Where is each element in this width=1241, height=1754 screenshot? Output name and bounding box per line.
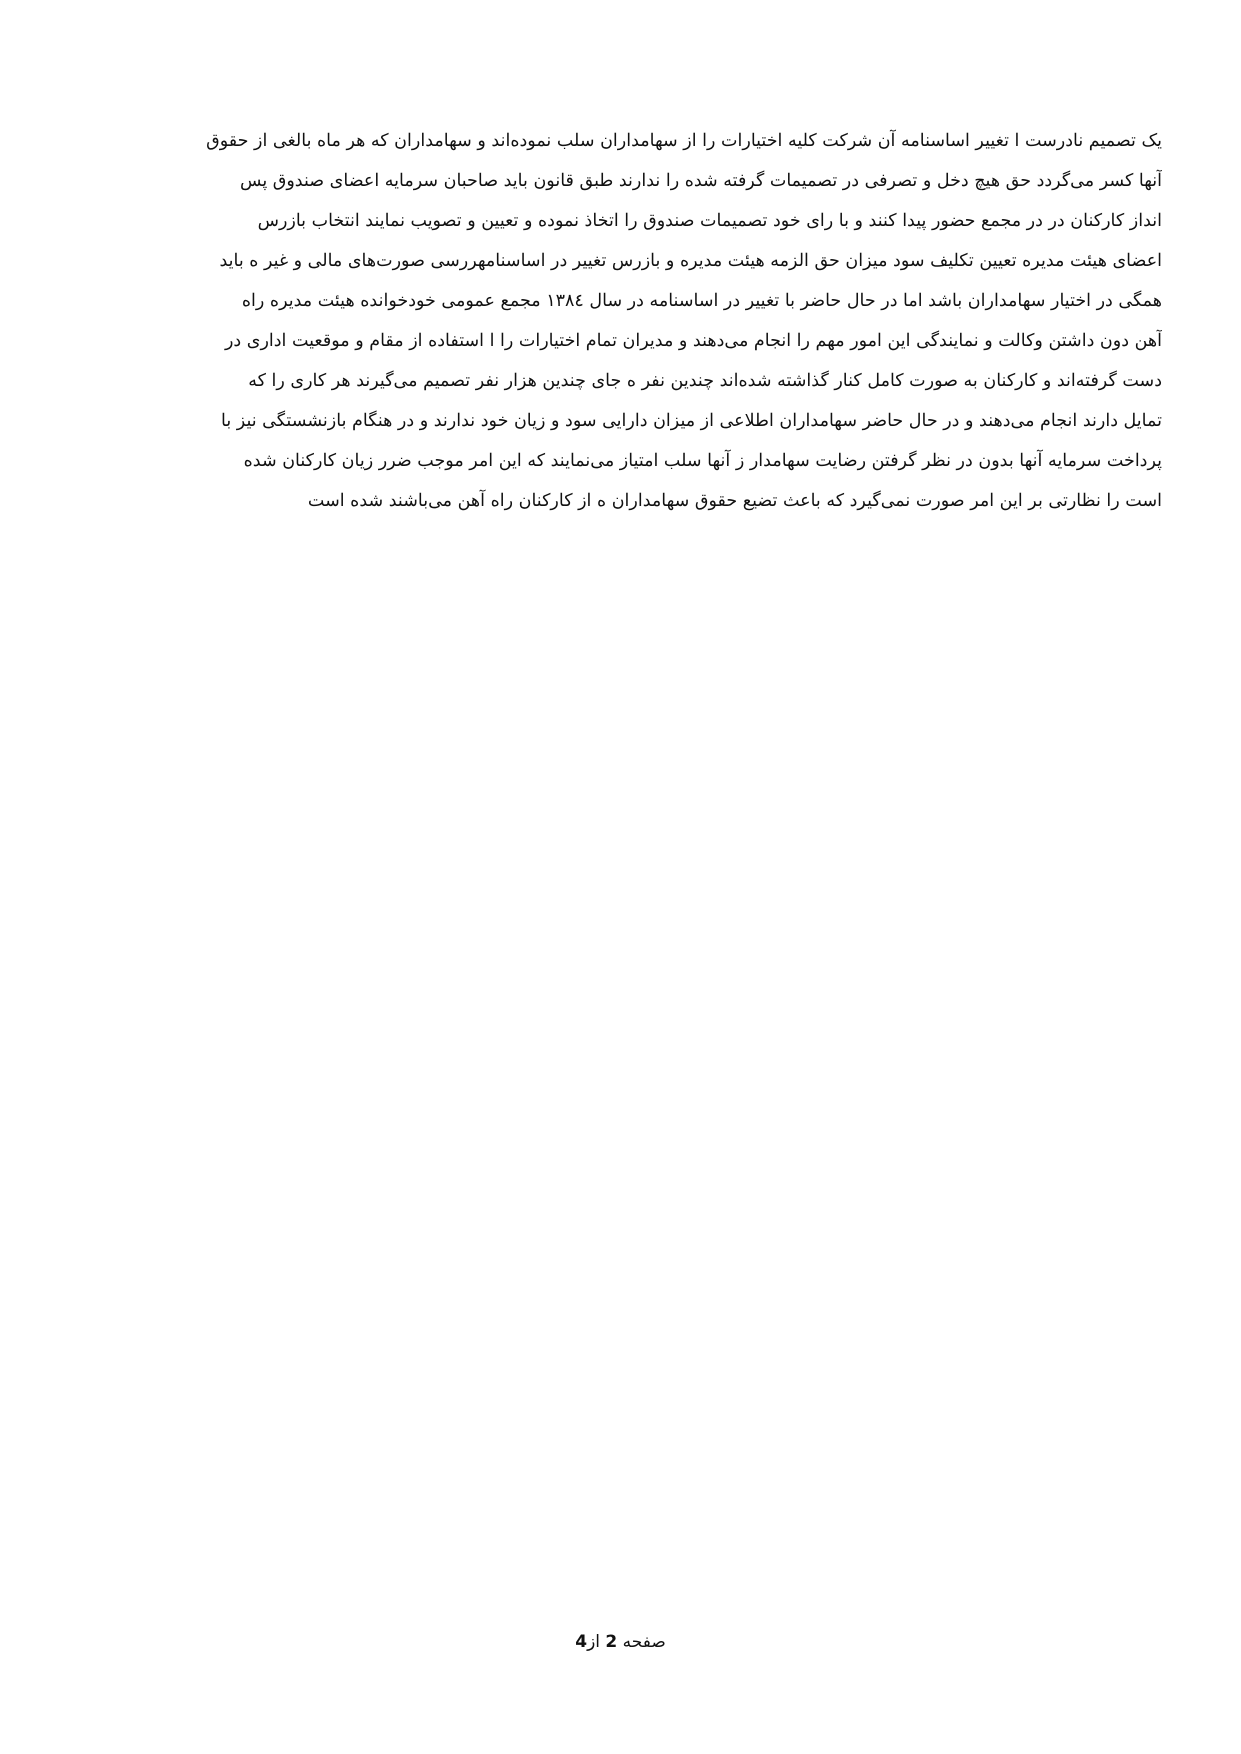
paragraph-line: پرداخت سرمایه آنها بدون در نظر گرفتن رضایت سهامدار ز آنها سلب امتیاز می‌نمایند که این امر موجب ضرر زیان کارکنان شده xyxy=(243,451,1162,471)
page-footer xyxy=(0,1632,1241,1652)
paragraph-line: اعضای هیئت مدیره تعیین تکلیف سود میزان حق الزمه هیئت مدیره و بازرس تغییر در اساسنامهررسی صورت‌های مالی و غیر ه باید xyxy=(219,251,1162,271)
of-label: از xyxy=(587,1632,600,1652)
paragraph-line: آنها کسر می‌گردد حق هیچ دخل و تصرفی در تصمیمات گرفته شده را ندارند طبق قانون باید صاحبان سرمایه اعضای صندوق پس xyxy=(240,171,1162,191)
current-page-number: 2 xyxy=(605,1632,618,1652)
page-label: صفحه xyxy=(622,1632,666,1652)
total-pages-number: 4 xyxy=(575,1632,588,1652)
paragraph-line: یک تصمیم نادرست ا تغییر اساسنامه آن شرکت کلیه اختیارات را از سهامداران سلب نموده‌اند و سهامداران که هر ماه بالغی از حقوق xyxy=(206,131,1162,151)
paragraph-line: همگی در اختیار سهامداران باشد اما در حال حاضر با تغییر در اساسنامه در سال ۱۳۸٤ مجمع عمومی خودخوانده هیئت مدیره راه xyxy=(241,291,1162,311)
paragraph-line: است را نظارتی بر این امر صورت نمی‌گیرد که باعث تضیع حقوق سهامداران ه از کارکنان راه آهن می‌باشند شده است xyxy=(307,491,1162,511)
paragraph-line: دست گرفته‌اند و کارکنان به صورت کامل کنار گذاشته شده‌اند چندین نفر ه جای چندین هزار نفر تصمیم می‌گیرند هر کاری را که xyxy=(248,371,1162,391)
paragraph-line: انداز کارکنان در در مجمع حضور پیدا کنند و با رای خود تصمیمات صندوق را اتخاذ نموده و تعیین و تصویب نمایند انتخاب بازرس xyxy=(257,211,1162,231)
paragraph-line: آهن دون داشتن وکالت و نمایندگی این امور مهم را انجام می‌دهند و مدیران تمام اختیارات را ا استفاده از مقام و موقعیت اداری در xyxy=(224,331,1162,351)
paragraph-line: تمایل دارند انجام می‌دهند و در حال حاضر سهامداران اطلاعی از میزان دارایی سود و زیان خود ندارند و در هنگام بازنشستگی نیز با xyxy=(221,411,1162,431)
body-paragraph xyxy=(78,121,1162,521)
